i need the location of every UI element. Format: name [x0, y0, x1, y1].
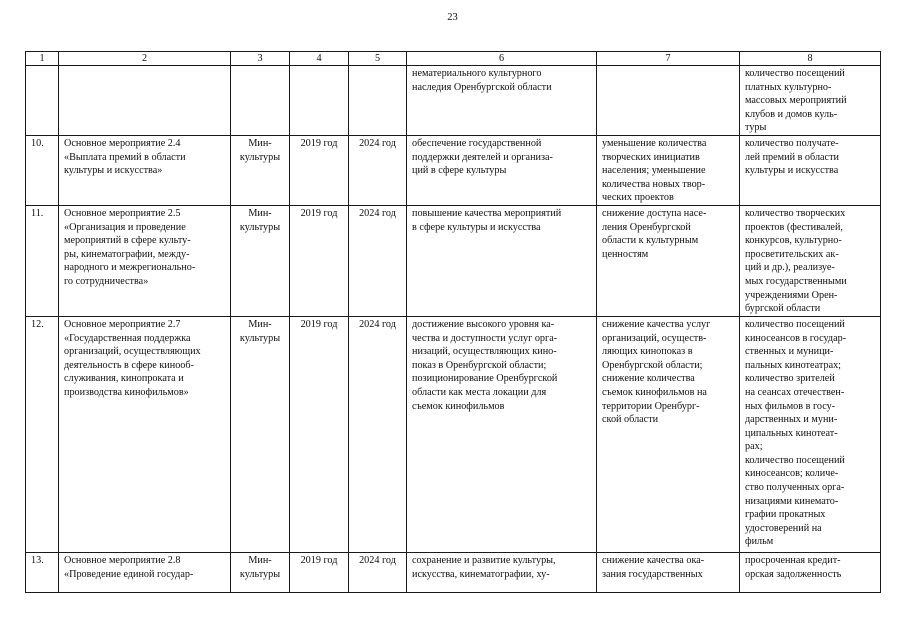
- event-name: Основное мероприятие 2.7 «Государственная поддержка организаций, осуществляющих деятельность в сфере кинооб- служивания, кинопроката и производства кинофильмов»: [59, 316, 231, 552]
- non-implementation-consequence: снижение доступа насе- ления Оренбургской области к культурным ценностям: [597, 205, 740, 316]
- row-number: 11.: [26, 205, 59, 316]
- start-year: 2019 год: [290, 316, 349, 552]
- event-name: Основное мероприятие 2.8 «Проведение единой государ-: [59, 552, 231, 592]
- table-row: [26, 205, 881, 316]
- column-number-cell: 8: [740, 52, 881, 66]
- expected-result: повышение качества мероприятий в сфере культуры и искусства: [407, 205, 597, 316]
- linked-indicator: количество посещений платных культурно- массовых мероприятий клубов и домов куль- туры: [740, 66, 881, 136]
- program-events-table: [25, 51, 881, 593]
- event-name: [59, 66, 231, 136]
- end-year: 2024 год: [349, 205, 407, 316]
- table-row-continuation: [26, 66, 881, 136]
- linked-indicator: количество получате- лей премий в области культуры и искусства: [740, 135, 881, 205]
- start-year: [290, 66, 349, 136]
- non-implementation-consequence: снижение качества ока- зания государственных: [597, 552, 740, 592]
- column-number-cell: 7: [597, 52, 740, 66]
- row-number: 10.: [26, 135, 59, 205]
- row-number: 13.: [26, 552, 59, 592]
- table-row: [26, 316, 881, 552]
- expected-result: обеспечение государственной поддержки деятелей и организа- ций в сфере культуры: [407, 135, 597, 205]
- end-year: 2024 год: [349, 316, 407, 552]
- column-number-cell: 5: [349, 52, 407, 66]
- column-number-cell: 2: [59, 52, 231, 66]
- table-row: [26, 135, 881, 205]
- start-year: 2019 год: [290, 135, 349, 205]
- executor: Мин- культуры: [231, 316, 290, 552]
- start-year: 2019 год: [290, 205, 349, 316]
- linked-indicator: количество творческих проектов (фестивалей, конкурсов, культурно- просветительских ак- ций и др.), реализуе- мых государственными учреждениями Орен- бургской области: [740, 205, 881, 316]
- executor: Мин- культуры: [231, 135, 290, 205]
- linked-indicator: количество посещений киносеансов в государ- ственных и муници- пальных кинотеатрах; количество зрителей на сеансах отечествен- ных фильмов в госу- дарственных и муни- ципальных кинотеат- рах; количество посещений киносеансов; количе- ство полученных орга- низациями кинемато- графии прокатных удостоверений на фильм: [740, 316, 881, 552]
- executor: Мин- культуры: [231, 205, 290, 316]
- event-name: Основное мероприятие 2.5 «Организация и проведение мероприятий в сфере культу- ры, кинематографии, между- народного и межрегионально- го сотрудничества»: [59, 205, 231, 316]
- column-number-cell: 1: [26, 52, 59, 66]
- end-year: 2024 год: [349, 552, 407, 592]
- row-number: 12.: [26, 316, 59, 552]
- expected-result: нематериального культурного наследия Оренбургской области: [407, 66, 597, 136]
- non-implementation-consequence: уменьшение количества творческих инициатив населения; уменьшение количества новых твор- ческих проектов: [597, 135, 740, 205]
- column-number-cell: 3: [231, 52, 290, 66]
- event-name: Основное мероприятие 2.4 «Выплата премий в области культуры и искусства»: [59, 135, 231, 205]
- executor: Мин- культуры: [231, 552, 290, 592]
- executor: [231, 66, 290, 136]
- expected-result: достижение высокого уровня ка- чества и доступности услуг орга- низаций, осуществляющих кино- показ в Оренбургской области; позиционирование Оренбургской области как места локации для съемок кинофильмов: [407, 316, 597, 552]
- end-year: [349, 66, 407, 136]
- row-number: [26, 66, 59, 136]
- non-implementation-consequence: снижение качества услуг организаций, осуществ- ляющих кинопоказ в Оренбургской области; снижение количества съемок кинофильмов на территории Оренбург- ской области: [597, 316, 740, 552]
- column-number-row: [26, 52, 881, 66]
- end-year: 2024 год: [349, 135, 407, 205]
- linked-indicator: просроченная кредит- орская задолженность: [740, 552, 881, 592]
- column-number-cell: 4: [290, 52, 349, 66]
- non-implementation-consequence: [597, 66, 740, 136]
- start-year: 2019 год: [290, 552, 349, 592]
- page-number: 23: [447, 12, 458, 23]
- column-number-cell: 6: [407, 52, 597, 66]
- expected-result: сохранение и развитие культуры, искусства, кинематографии, ху-: [407, 552, 597, 592]
- table-row: [26, 552, 881, 592]
